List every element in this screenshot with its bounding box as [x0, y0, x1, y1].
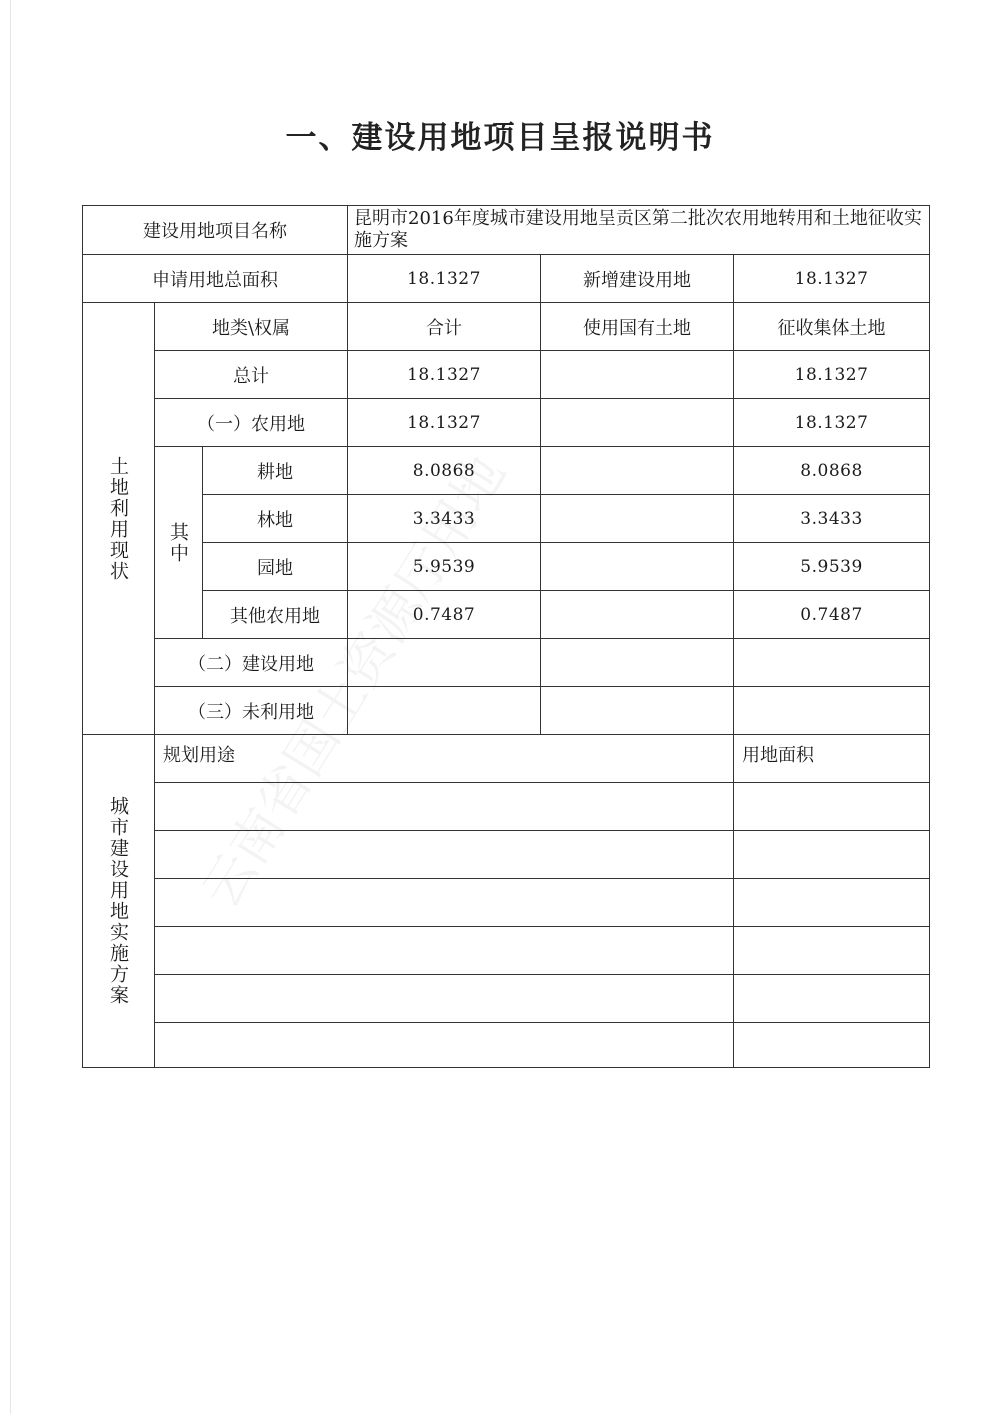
- row-state: [541, 399, 734, 447]
- table-row: [83, 495, 930, 543]
- plan-blank-row: [83, 783, 930, 831]
- row-label: 耕地: [203, 447, 348, 495]
- land-status-section-cell: [83, 303, 155, 735]
- plan-section-label: 城市建设用地实施方案: [107, 796, 129, 1006]
- plan-blank-row: [83, 879, 930, 927]
- scan-edge-line: [10, 0, 11, 1414]
- sub-group-cell: [155, 447, 203, 639]
- row-label: 林地: [203, 495, 348, 543]
- plan-usage-cell: [155, 879, 734, 927]
- plan-area-cell: [734, 783, 930, 831]
- row-label: （二）建设用地: [155, 639, 348, 687]
- row-collective: 3.3433: [734, 495, 930, 543]
- row-total: 8.0868: [348, 447, 541, 495]
- plan-blank-row: [83, 1023, 930, 1068]
- row-label: 总计: [155, 351, 348, 399]
- header-state-land: 使用国有土地: [541, 303, 734, 351]
- project-name-value: 昆明市2016年度城市建设用地呈贡区第二批次农用地转用和土地征收实施方案: [348, 206, 930, 255]
- plan-area-cell: [734, 1023, 930, 1068]
- total-area-value: 18.1327: [348, 255, 541, 303]
- table-row: [83, 543, 930, 591]
- row-collective: 18.1327: [734, 351, 930, 399]
- row-total: 18.1327: [348, 399, 541, 447]
- plan-blank-row: [83, 831, 930, 879]
- row-state: [541, 447, 734, 495]
- row-label: （三）未利用地: [155, 687, 348, 735]
- new-construction-value: 18.1327: [734, 255, 930, 303]
- table-row: [83, 399, 930, 447]
- row-label: （一）农用地: [155, 399, 348, 447]
- header-collective-land: 征收集体土地: [734, 303, 930, 351]
- plan-blank-row: [83, 975, 930, 1023]
- row-state: [541, 687, 734, 735]
- plan-area-cell: [734, 879, 930, 927]
- row-state: [541, 639, 734, 687]
- plan-usage-cell: [155, 1023, 734, 1068]
- row-total: [348, 639, 541, 687]
- row-state: [541, 543, 734, 591]
- project-name-row: [83, 206, 930, 255]
- row-collective: 18.1327: [734, 399, 930, 447]
- row-state: [541, 591, 734, 639]
- plan-area-cell: [734, 975, 930, 1023]
- land-status-section-label: 土地利用现状: [107, 455, 129, 582]
- row-label: 其他农用地: [203, 591, 348, 639]
- plan-area-cell: [734, 831, 930, 879]
- row-collective: [734, 687, 930, 735]
- new-construction-label: 新增建设用地: [541, 255, 734, 303]
- row-collective: 8.0868: [734, 447, 930, 495]
- application-form-table: [82, 205, 930, 1068]
- total-area-label: 申请用地总面积: [83, 255, 348, 303]
- row-total: 0.7487: [348, 591, 541, 639]
- plan-area-cell: [734, 927, 930, 975]
- row-collective: 5.9539: [734, 543, 930, 591]
- plan-usage-cell: [155, 975, 734, 1023]
- page-title: 一、建设用地项目呈报说明书: [285, 120, 715, 156]
- plan-section-cell: [83, 735, 155, 1068]
- table-row: [83, 351, 930, 399]
- area-row: [83, 255, 930, 303]
- row-total: [348, 687, 541, 735]
- plan-usage-cell: [155, 831, 734, 879]
- plan-area-header: 用地面积: [734, 735, 930, 783]
- row-total: 3.3433: [348, 495, 541, 543]
- row-label: 园地: [203, 543, 348, 591]
- row-total: 18.1327: [348, 351, 541, 399]
- row-state: [541, 351, 734, 399]
- row-collective: [734, 639, 930, 687]
- plan-header-row: [83, 735, 930, 783]
- plan-usage-cell: [155, 783, 734, 831]
- land-status-header-row: [83, 303, 930, 351]
- plan-blank-row: [83, 927, 930, 975]
- sub-group-label: 其中: [167, 521, 189, 564]
- row-state: [541, 495, 734, 543]
- table-row: [83, 687, 930, 735]
- table-row: [83, 447, 930, 495]
- plan-usage-cell: [155, 927, 734, 975]
- project-name-label: 建设用地项目名称: [83, 206, 348, 255]
- header-land-type: 地类\权属: [155, 303, 348, 351]
- plan-usage-header: 规划用途: [155, 735, 734, 783]
- table-row: [83, 591, 930, 639]
- row-collective: 0.7487: [734, 591, 930, 639]
- header-total: 合计: [348, 303, 541, 351]
- table-row: [83, 639, 930, 687]
- row-total: 5.9539: [348, 543, 541, 591]
